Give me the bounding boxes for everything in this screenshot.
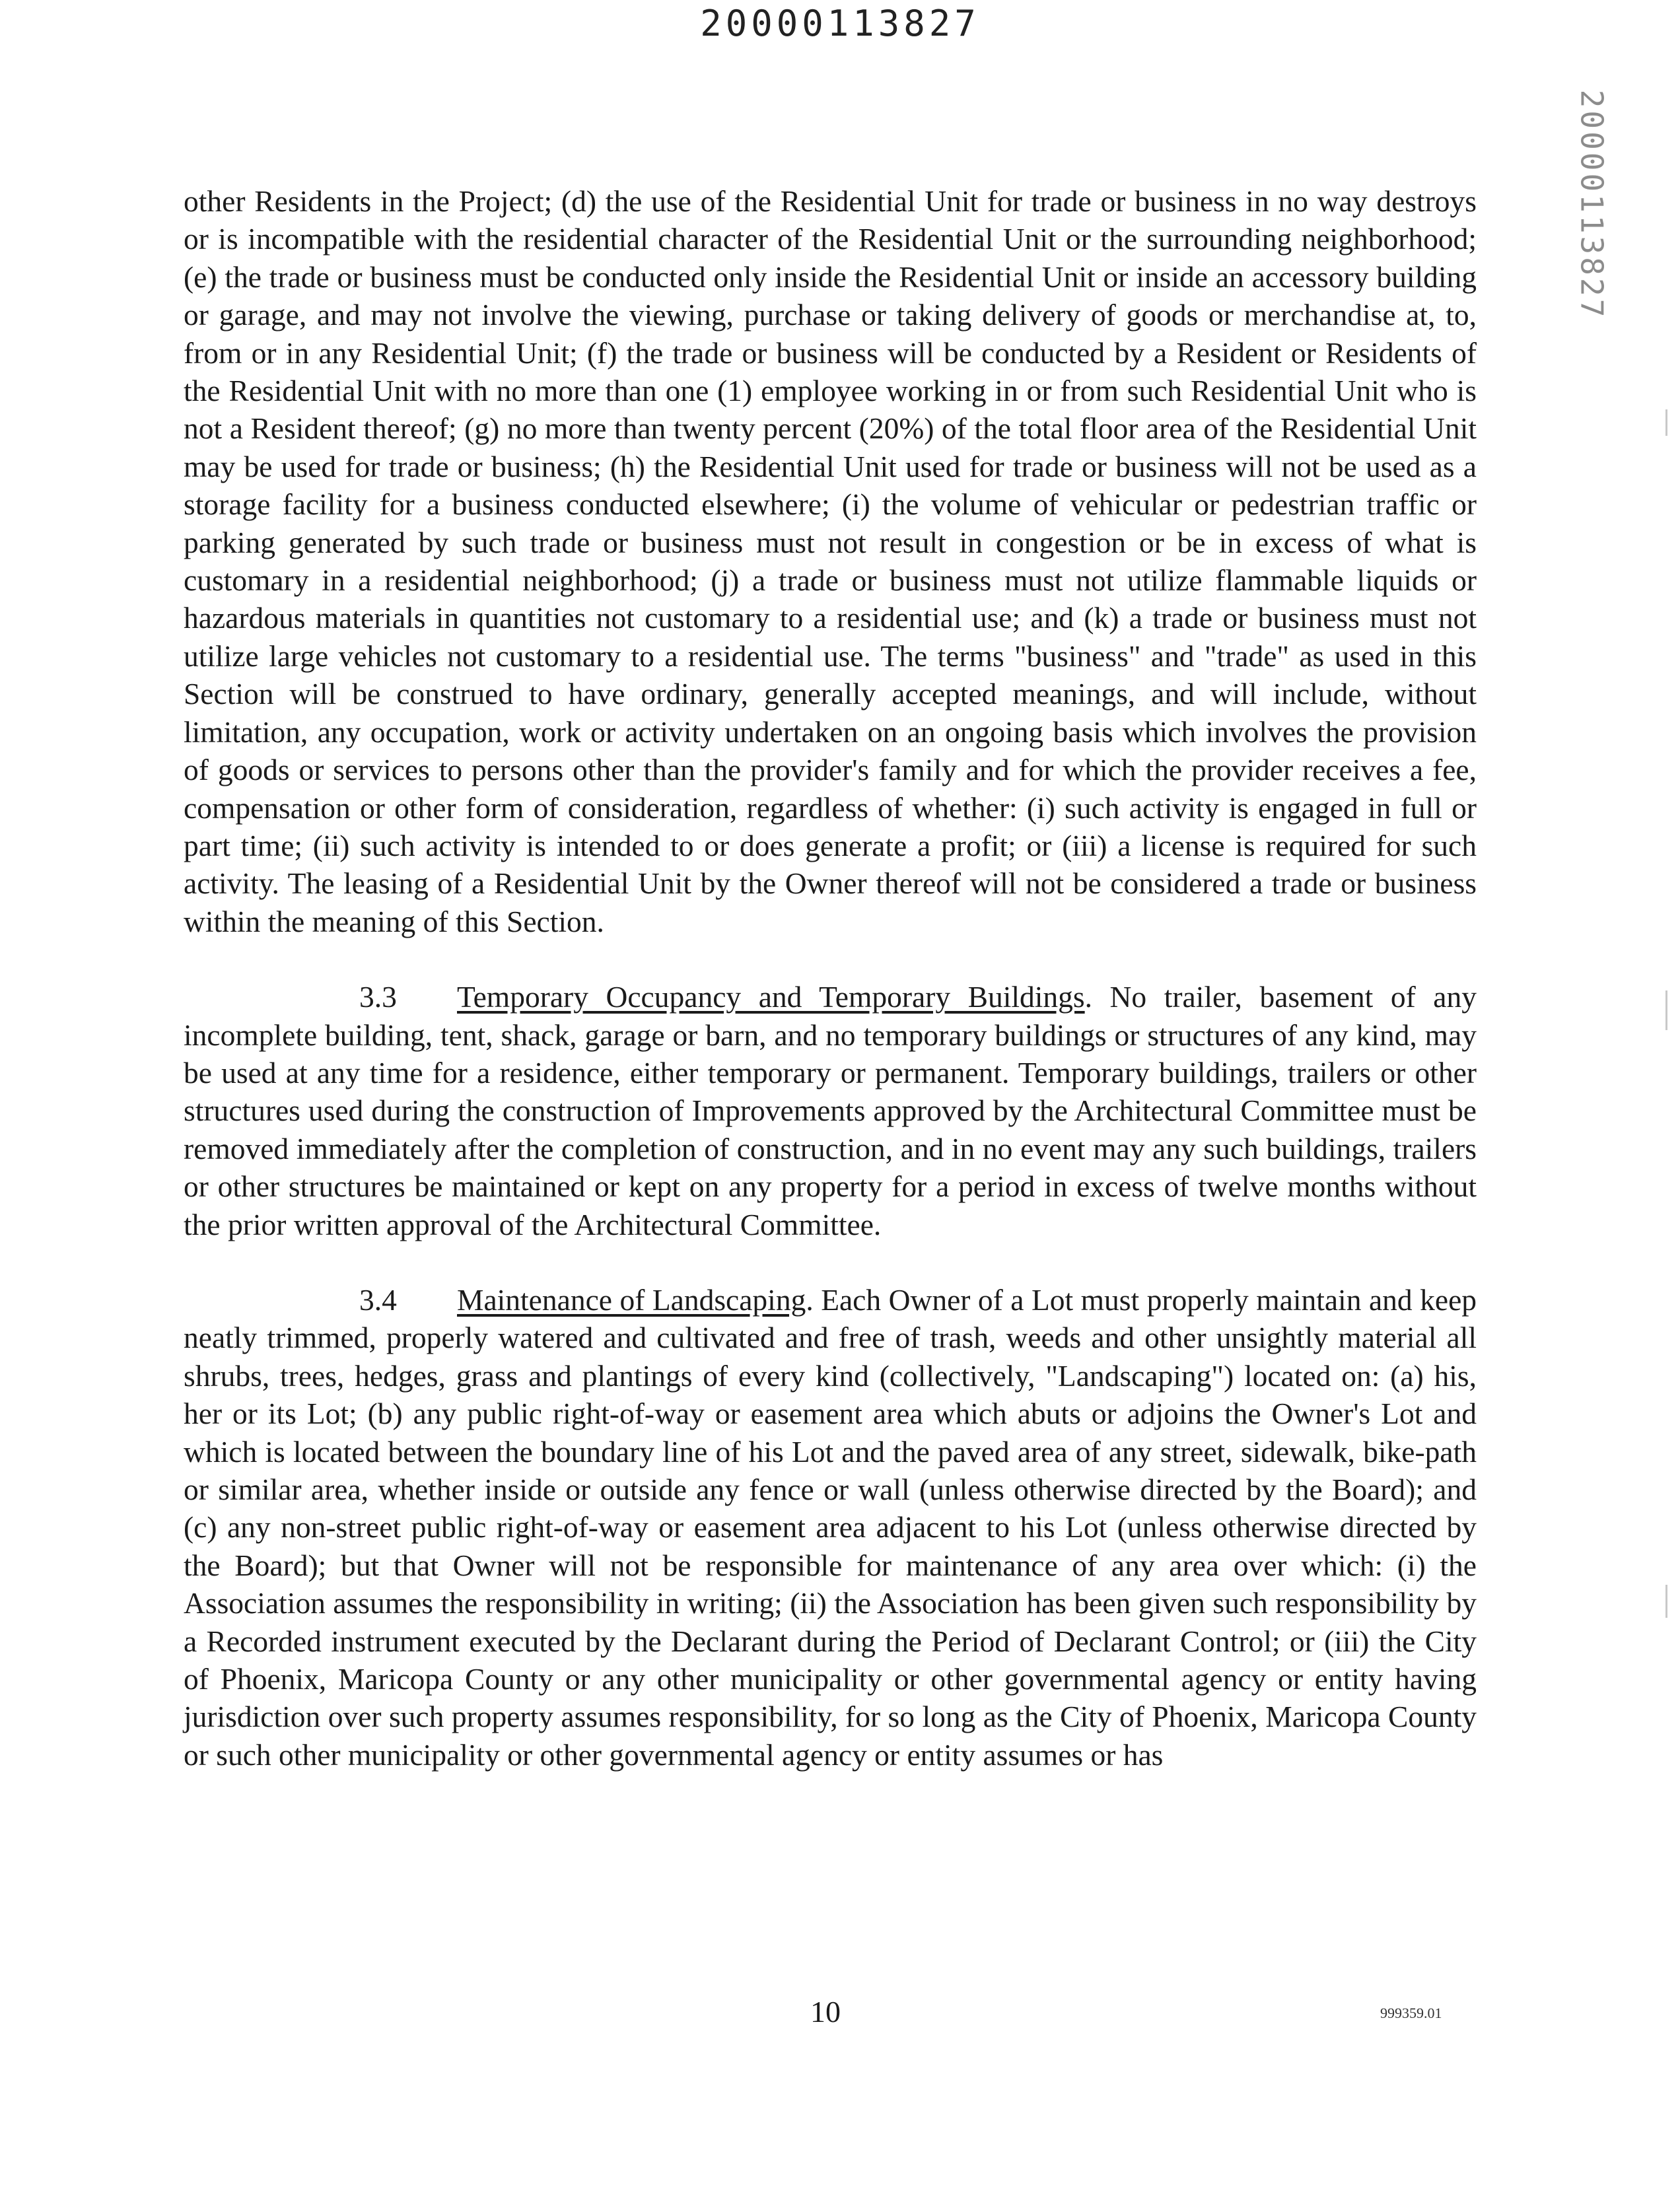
section-number: 3.4 (359, 1282, 397, 1317)
section-number: 3.3 (359, 980, 397, 1014)
section-title: Maintenance of Landscaping (457, 1282, 806, 1317)
document-reference: 999359.01 (1380, 2005, 1442, 2021)
section-3-4 (184, 1281, 1477, 1774)
continuation-paragraph: other Residents in the Project; (d) the use of the Residential Unit for trade or business in no way destroys or is incompatible with the residential character of the Residential Unit or the surrounding neighborhood; (e) the trade or business must be conducted only inside the Residential Unit or inside an accessory building or garage, and may not involve the viewing, purchase or taking delivery of goods or merchandise at, to, from or in any Residential Unit; (f) the trade or business will be conducted by a Resident or Residents of the Residential Unit with no more than one (1) employee working in or from such Residential Unit who is not a Resident thereof; (g) no more than twenty percent (20%) of the total floor area of the Residential Unit may be used for trade or business; (h) the Residential Unit used for trade or business will not be used as a storage facility for a business conducted elsewhere; (i) the volume of vehicular or pedestrian traffic or parking generated by such trade or business must not result in congestion or be in excess of what is customary in a residential neighborhood; (j) a trade or business must not utilize flammable liquids or hazardous materials in quantities not customary to a residential use; and (k) a trade or business must not utilize large vehicles not customary to a residential use. The terms "business" and "trade" as used in this Section will be construed to have ordinary, generally accepted meanings, and will include, without limitation, any occupation, work or activity undertaken on an ongoing basis which involves the provision of goods or services to persons other than the provider's family and for which the provider receives a fee, compensation or other form of consideration, regardless of whether: (i) such activity is engaged in full or part time; (ii) such activity is intended to or does generate a profit; or (iii) a license is required for such activity. The leasing of a Residential Unit by the Owner thereof will not be considered a trade or business within the meaning of this Section. (184, 184, 1477, 938)
document-number: 20000113827 (700, 3, 980, 44)
side-stamp (1565, 86, 1618, 324)
section-text: . Each Owner of a Lot must properly maintain and keep neatly trimmed, properly watered and cultivated and free of trash, weeds and other unsightly material all shrubs, trees, hedges, grass and plantings of every kind (collectively, "Landscaping") located on: (a) his, her or its Lot; (b) any public right-of-way or easement area which abuts or adjoins the Owner's Lot and which is located between the boundary line of his Lot and the paved area of any street, sidewalk, bike-path or similar area, whether inside or outside any fence or wall (unless otherwise directed by the Board); and (c) any non-street public right-of-way or easement area adjacent to his Lot (unless otherwise directed by the Board); but that Owner will not be responsible for maintenance of any area over which: (i) the Association assumes the responsibility in writing; (ii) the Association has been given such responsibility by a Recorded instrument executed by the Declarant during the Period of Declarant Control; or (iii) the City of Phoenix, Maricopa County or any other municipality or other governmental agency or entity having jurisdiction over such property assumes responsibility, for so long as the City of Phoenix, Maricopa County or such other municipality or other governmental agency or entity assumes or has (184, 1282, 1477, 1772)
page-number: 10 (810, 1995, 841, 2029)
scan-artifact (1665, 990, 1667, 1030)
document-body (184, 182, 1477, 1811)
scan-artifact (1665, 409, 1667, 436)
section-text: . No trailer, basement of any incomplete building, tent, shack, garage or barn, and no temporary buildings or structures of any kind, may be used at any time for a residence, either temporary or permanent. Temporary buildings, trailers or other structures used during the construction of Improvements approved by the Architectural Committee must be removed immediately after the completion of construction, and in no event may any such buildings, trailers or other structures be maintained or kept on any property for a period in excess of twelve months without the prior written approval of the Architectural Committee. (184, 980, 1477, 1241)
section-3-3 (184, 978, 1477, 1243)
section-title: Temporary Occupancy and Temporary Buildings (457, 980, 1085, 1014)
side-stamp-text: 20000113827 (1574, 89, 1610, 320)
scan-artifact (1665, 1585, 1667, 1618)
